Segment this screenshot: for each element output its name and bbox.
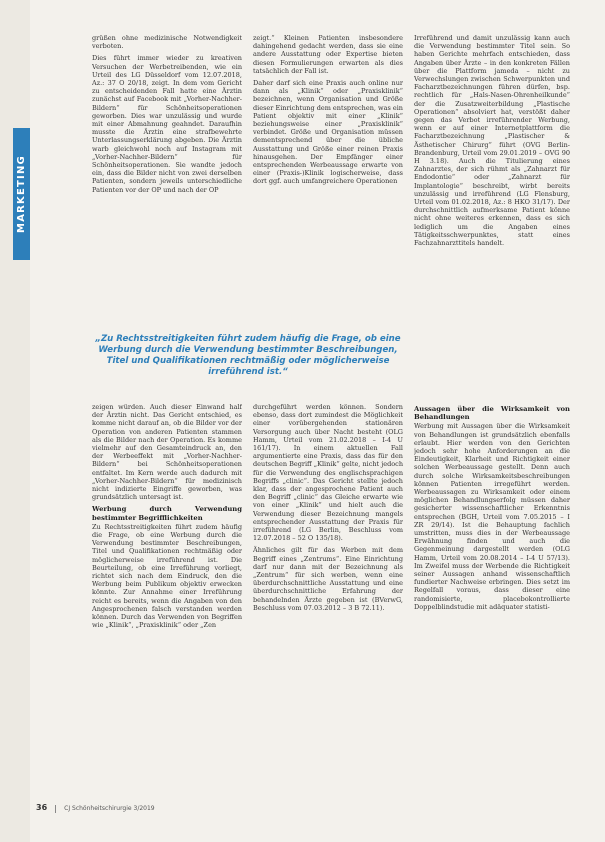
section-tab <box>13 128 30 260</box>
publication-name: CJ Schönheitschirurgie 3/2019 <box>64 805 155 812</box>
footer-divider <box>55 805 56 813</box>
paragraph: Zu Rechtsstreitigkeiten führt zudem häufig die Frage, ob eine Werbung durch die Verwendung bestimmter Beschreibungen, Titel und Qualifikationen rechtmäßig oder möglicherweise irreführend ist. Die Beurteilung, ob eine Irreführung vorliegt, richtet sich nach dem Eindruck, den die Werbung beim Publikum objektiv erwecken könnte. Zur Annahme einer Irreführung reicht es bereits, wenn die Angaben von den Angesprochenen falsch verstanden werden können. Durch das Verwenden von Begriffen wie „Klinik“, „Praxisklinik“ oder „Zen <box>92 522 242 630</box>
section-heading: Aussagen über die Wirksamkeit von Behandlungen <box>414 405 570 422</box>
paragraph: grüßen ohne medizinische Notwendigkeit verboten. <box>92 34 242 51</box>
page-footer <box>36 802 296 814</box>
section-label: MARKETING <box>16 155 27 233</box>
paragraph: Daher darf sich eine Praxis auch online nur dann als „Klinik“ oder „Praxisklinik“ bezeichnen, wenn Organisation und Größe dieser Einrichtung dem entsprechen, was ein Patient objektiv mit einer „Klinik“ beziehungsweise einer „Praxisklinik“ verbindet. Größe und Organisation müssen dementsprechend über die übliche Ausstattung und Größe einer reinen Praxis hinausgehen. Der Empfänger einer entsprechenden Werbeaussage erwarte von einer (Praxis-)Klinik logischerweise, dass dort ggf. auch umfangreichere Operationen <box>253 79 403 186</box>
article-column-1-bottom <box>92 403 242 795</box>
article-column-2-top <box>253 34 403 316</box>
page-number: 36 <box>36 803 48 812</box>
paragraph: Dies führt immer wieder zu kreativen Versuchen der Werbetreibenden, wie ein Urteil des LG Düsseldorf vom 12.07.2018, Az.: 37 O 20/18, zeigt. In dem vom Gericht zu entscheidenden Fall hatte eine Ärztin zunächst auf Facebook mit „Vorher-Nachher-Bildern“ für Schönheitsoperationen geworben. Dies war unzulässig und wurde mit einer Abmahnung geahndet. Daraufhin musste die Ärztin eine strafbewehrte Unterlassungserklärung abgeben. Die Ärztin warb gleichwohl noch auf Instagram mit „Vorher-Nachher-Bildern“ für Schönheitsoperationen. Sie wandte jedoch ein, dass die Bilder nicht von zwei derselben Patienten, sondern jeweils unterschiedliche Patienten vor der OP und nach der OP <box>92 54 242 194</box>
page-margin-sidebar <box>0 0 30 842</box>
paragraph: durchgeführt werden können. Sondern ebenso, dass dort zumindest die Möglichkeit einer vorübergehenden stationären Versorgung auch über Nacht besteht (OLG Hamm, Urteil vom 21.02.2018 – I-4 U 161/17). In einem aktuellen Fall argumentierte eine Praxis, dass das für den deutschen Begriff „Klinik“ gelte, nicht jedoch für die Verwendung des englischsprachigen Begriffs „clinic“. Das Gericht stellte jedoch klar, dass der angesprochene Patient auch den Begriff „clinic“ das Gleiche erwarte wie von einer „Klinik“ und hielt auch die Verwendung dieser Bezeichnung mangels entsprechender Ausstattung der Praxis für irreführend (LG Berlin, Beschluss vom 12.07.2018 – 52 O 135/18). <box>253 403 403 543</box>
paragraph: Ähnliches gilt für das Werben mit dem Begriff eines „Zentrums“. Eine Einrichtung darf nur dann mit der Bezeichnung als „Zentrum“ für sich werben, wenn eine überdurchschnittliche Ausstattung und eine überdurchschnittliche Erfahrung der behandelnden Ärzte gegeben ist (BVerwG, Beschluss vom 07.03.2012 – 3 B 72.11). <box>253 546 403 612</box>
article-column-3-top <box>414 34 570 394</box>
paragraph: Irreführend und damit unzulässig kann auch die Verwendung bestimmter Titel sein. So haben Gerichte mehrfach entschieden, dass Angaben über Ärzte – in den konkreten Fällen über die Plattform jameda – nicht zu Verwechslungen zwischen Schwerpunkten und Facharztbezeichnungen führen dürfen, bsp. rechtlich für „Hals-Nasen-Ohrenheilkunde“ der die Zusatzweiterbildung „Plastische Operationen“ absolviert hat, verstößt daher gegen das Verbot irreführender Werbung, wenn er auf einer Internetplattform die Facharztbezeichnung „Plastischer & Ästhetischer Chirurg“ führt (OVG Berlin-Brandenburg, Urteil vom 29.01.2019 – OVG 90 H 3.18). Auch die Titulierung eines Zahnarztes, der sich rühmt als „Zahnarzt für Endodontie“ oder „Zahnarzt für Implantologie“ beschreibt, wirbt bereits unzulässig und irreführend (LG Flensburg, Urteil vom 01.02.2018, Az.: 8 HKO 31/17). Der durchschnittlich aufmerksame Patient könne nicht ohne weiteres erkennen, dass es sich lediglich um die Angaben eines Tätigkeitsschwerpunktes, statt eines Fachzahnarzttitels handelt. <box>414 34 570 248</box>
paragraph: zeigt.“ Kleinen Patienten insbesondere dahingehend gedacht werden, dass sie eine andere Ausstattung oder Expertise bieten diesen Formulierungen erwarten als dies tatsächlich der Fall ist. <box>253 34 403 75</box>
paragraph: zeigen würden. Auch dieser Einwand half der Ärztin nicht. Das Gericht entschied, es komme nicht darauf an, ob die Bilder vor der Operation von anderen Patienten stammen als die Bilder nach der Operation. Es komme vielmehr auf den Gesamteindruck an, den der Werbeeffekt mit „Vorher-Nachher-Bildern“ bei Schönheitsoperationen entfaltet. Im Kern werde auch dadurch mit „Vorher-Nachher-Bildern“ für medizinisch nicht indizierte Eingriffe geworben, was grundsätzlich untersagt ist. <box>92 403 242 502</box>
article-column-1-top <box>92 34 242 316</box>
article-column-3-bottom <box>414 402 570 795</box>
paragraph: Werbung mit Aussagen über die Wirksamkeit von Behandlungen ist grundsätzlich ebenfalls erlaubt. Hier werden von den Gerichten jedoch sehr hohe Anforderungen an die Eindeutigkeit, Klarheit und Richtigkeit einer solchen Werbeaussage gestellt. Denn auch durch solche Wirksamkeitsbeschreibungen können Patienten irregeführt werden. Werbeaussagen zu Wirksamkeit oder einem möglichen Behandlungserfolg müssen daher gesicherter wissenschaftlicher Erkenntnis entsprechen (BGH, Urteil vom 7.05.2015 – I ZR 29/14). Ist die Behauptung fachlich umstritten, muss dies in der Werbeaussage Erwähnung finden und auch die Gegenmeinung dargestellt werden (OLG Hamm, Urteil vom 20.08.2014 – I-4 U 57/13). Im Zweifel muss der Werbende die Richtigkeit seiner Aussagen anhand wissenschaftlich fundierter Nachweise erbringen. Dies setzt im Regelfall voraus, dass dieser eine randomisierte, placebokontrollierte Doppelblindstudie mit adäquater statisti- <box>414 422 570 611</box>
pull-quote: „Zu Rechtsstreitigkeiten führt zudem häufig die Frage, ob eine Werbung durch die Verwendung bestimmter Beschreibungen, Titel und Qualifikationen rechtmäßig oder möglicherweise irreführend ist.“ <box>95 334 401 377</box>
section-heading: Werbung durch Verwendung bestimmter Begrifflichkeiten <box>92 505 242 522</box>
article-column-2-bottom <box>253 403 403 795</box>
